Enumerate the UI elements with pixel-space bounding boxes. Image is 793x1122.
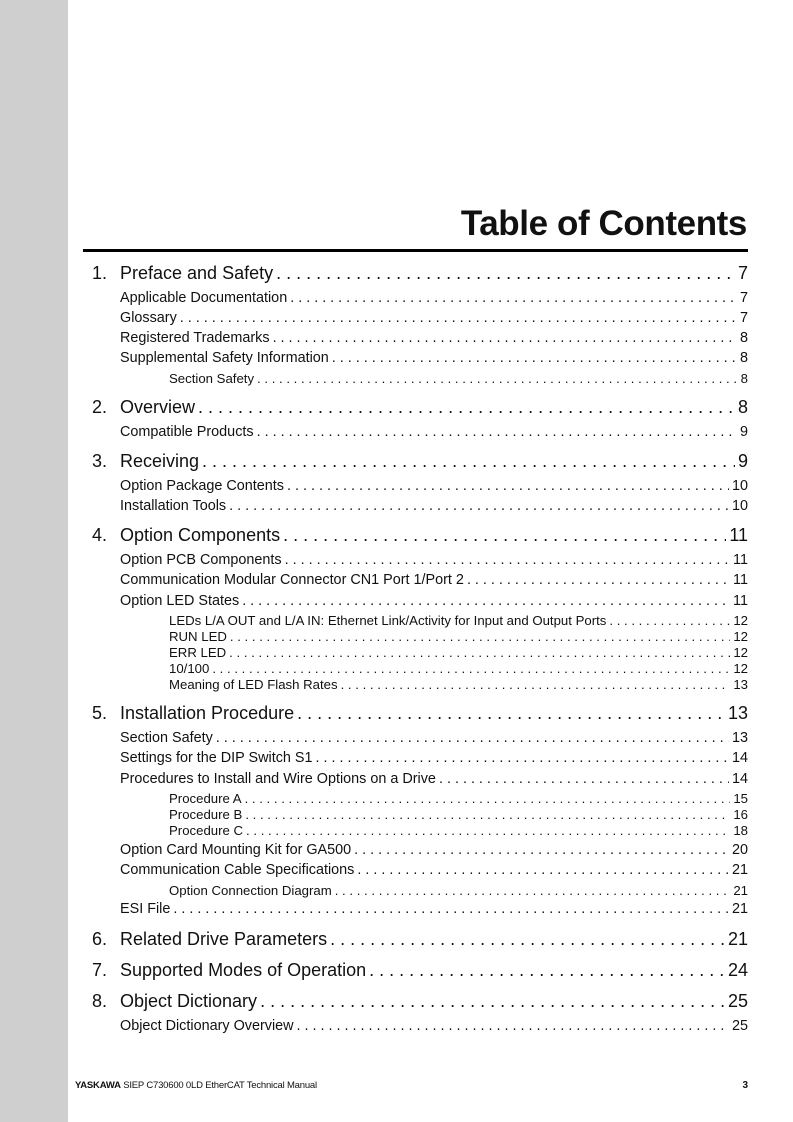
toc-page-number: 9 (737, 451, 748, 471)
toc-page-number: 9 (739, 424, 748, 440)
footer-doc-title: SIEP C730600 0LD EtherCAT Technical Manual (123, 1080, 317, 1091)
toc-page-number: 21 (731, 862, 748, 878)
toc-dot-leader (357, 862, 729, 878)
toc-page-number: 25 (731, 1018, 748, 1034)
toc-chapter-title: Preface and Safety (120, 263, 274, 283)
toc-subsection-title: Procedure A (169, 791, 242, 806)
toc-subsection-title: ERR LED (169, 645, 227, 660)
toc-chapter-4[interactable] (92, 525, 748, 549)
toc-dot-leader (439, 771, 729, 787)
toc-page-number: 12 (733, 645, 748, 660)
toc-section-communication-connector[interactable] (120, 572, 748, 592)
toc-section-title: Option LED States (120, 593, 240, 609)
toc-page-number: 8 (739, 330, 748, 346)
toc-chapter-number: 5. (92, 703, 108, 723)
toc-page-number: 13 (733, 677, 748, 692)
toc-section-section-safety[interactable] (120, 730, 748, 750)
toc-chapter-title: Related Drive Parameters (120, 929, 328, 949)
toc-dot-leader (609, 613, 730, 628)
toc-subsection-title: RUN LED (169, 629, 227, 644)
toc-subsection-title: Procedure C (169, 823, 244, 838)
toc-section-title: ESI File (120, 901, 171, 917)
toc-page-number: 14 (731, 750, 748, 766)
toc-dot-leader (467, 572, 730, 588)
toc-section-registered-trademarks[interactable] (120, 330, 748, 350)
toc-dot-leader (297, 703, 725, 724)
toc-chapter-7[interactable] (92, 960, 748, 984)
toc-chapter-1[interactable] (92, 263, 748, 287)
toc-section-title: Applicable Documentation (120, 290, 288, 306)
toc-chapter-title: Overview (120, 397, 196, 417)
toc-section-cable-specifications[interactable] (120, 862, 748, 882)
toc-page-number: 7 (737, 263, 748, 283)
toc-section-option-led-states[interactable] (120, 593, 748, 613)
toc-dot-leader (290, 290, 737, 306)
toc-subsection-title: Meaning of LED Flash Rates (169, 677, 338, 692)
toc-subsection-connection-diagram[interactable] (169, 883, 748, 899)
toc-dot-leader (202, 451, 735, 472)
toc-dot-leader (229, 645, 730, 660)
title-rule (83, 249, 748, 252)
footer-brand: YASKAWA (75, 1080, 121, 1091)
toc-section-title: Glossary (120, 310, 177, 326)
toc-dot-leader (260, 991, 725, 1012)
toc-dot-leader (246, 823, 730, 838)
toc-page-number: 12 (733, 613, 748, 628)
toc-section-esi-file[interactable] (120, 901, 748, 921)
toc-section-title: Option Card Mounting Kit for GA500 (120, 842, 352, 858)
toc-subsection-procedure-c[interactable] (169, 823, 748, 839)
toc-dot-leader (245, 791, 731, 806)
footer-page-number: 3 (742, 1080, 748, 1091)
toc-page-number: 25 (727, 991, 748, 1011)
toc-section-glossary[interactable] (120, 310, 748, 330)
toc-page-number: 14 (731, 771, 748, 787)
toc-subsection-led-flash-rates[interactable] (169, 677, 748, 693)
toc-subsection-title: LEDs L/A OUT and L/A IN: Ethernet Link/Activity for Input and Output Ports (169, 613, 607, 628)
toc-chapter-number: 1. (92, 263, 108, 283)
toc-section-title: Compatible Products (120, 424, 254, 440)
toc-section-option-pcb-components[interactable] (120, 552, 748, 572)
toc-page-number: 21 (731, 901, 748, 917)
toc-dot-leader (297, 1018, 729, 1034)
toc-page-number: 10 (731, 478, 748, 494)
toc-page-number: 16 (733, 807, 748, 822)
toc-page-number: 7 (739, 290, 748, 306)
toc-subsection-procedure-a[interactable] (169, 791, 748, 807)
toc-dot-leader (369, 960, 725, 981)
toc-page-number: 24 (727, 960, 748, 980)
toc-dot-leader (285, 552, 730, 568)
toc-chapter-title: Option Components (120, 525, 281, 545)
toc-page-number: 11 (733, 552, 748, 568)
toc-chapter-2[interactable] (92, 397, 748, 421)
toc-section-title: Communication Cable Specifications (120, 862, 355, 878)
toc-section-option-package-contents[interactable] (120, 478, 748, 498)
footer-document-title (75, 1080, 317, 1091)
toc-section-dip-switch[interactable] (120, 750, 748, 770)
toc-chapter-number: 7. (92, 960, 108, 980)
toc-page-number: 21 (727, 929, 748, 949)
toc-chapter-number: 4. (92, 525, 108, 545)
toc-chapter-title: Installation Procedure (120, 703, 295, 723)
toc-page-number: 12 (733, 661, 748, 676)
toc-chapter-title: Receiving (120, 451, 200, 471)
toc-chapter-3[interactable] (92, 451, 748, 475)
toc-chapter-title: Object Dictionary (120, 991, 258, 1011)
toc-page-number: 21 (733, 883, 748, 898)
toc-section-title: Registered Trademarks (120, 330, 270, 346)
toc-chapter-5[interactable] (92, 703, 748, 727)
toc-page-number: 20 (731, 842, 748, 858)
toc-section-title: Communication Modular Connector CN1 Port 1/Port 2 (120, 572, 464, 588)
toc-dot-leader (180, 310, 737, 326)
toc-dot-leader (287, 478, 729, 494)
toc-section-installation-tools[interactable] (120, 498, 748, 518)
toc-section-title: Section Safety (120, 730, 213, 746)
toc-subsection-title: Procedure B (169, 807, 243, 822)
toc-subsection-procedure-b[interactable] (169, 807, 748, 823)
toc-chapter-6[interactable] (92, 929, 748, 953)
side-margin-band (0, 0, 68, 1122)
toc-dot-leader (330, 929, 725, 950)
toc-dot-leader (257, 371, 738, 386)
toc-section-title: Supplemental Safety Information (120, 350, 329, 366)
toc-dot-leader (216, 730, 729, 746)
page-title: Table of Contents (460, 204, 747, 243)
toc-chapter-8[interactable] (92, 991, 748, 1015)
toc-subsection-err-led[interactable] (169, 645, 748, 661)
toc-page-number: 13 (727, 703, 748, 723)
toc-section-compatible-products[interactable] (120, 424, 748, 444)
toc-page-number: 11 (733, 572, 748, 588)
toc-page-number: 15 (733, 791, 748, 806)
toc-dot-leader (230, 629, 730, 644)
toc-subsection-title: Option Connection Diagram (169, 883, 332, 898)
toc-dot-leader (245, 807, 730, 822)
toc-dot-leader (229, 498, 729, 514)
toc-chapter-title: Supported Modes of Operation (120, 960, 367, 980)
toc-section-title: Installation Tools (120, 498, 227, 514)
toc-dot-leader (173, 901, 729, 917)
toc-page-number: 8 (740, 371, 748, 386)
toc-dot-leader (316, 750, 729, 766)
toc-chapter-number: 2. (92, 397, 108, 417)
toc-section-title: Option Package Contents (120, 478, 284, 494)
toc-section-object-dictionary-overview[interactable] (120, 1018, 748, 1038)
toc-page-number: 13 (731, 730, 748, 746)
toc-section-title: Option PCB Components (120, 552, 282, 568)
toc-page-number: 8 (737, 397, 748, 417)
toc-page-number: 18 (733, 823, 748, 838)
toc-chapter-number: 6. (92, 929, 108, 949)
toc-section-mounting-kit[interactable] (120, 842, 748, 862)
toc-page-number: 11 (729, 525, 748, 545)
toc-dot-leader (332, 350, 737, 366)
toc-page-number: 11 (733, 593, 748, 609)
toc-chapter-number: 3. (92, 451, 108, 471)
toc-subsection-10-100[interactable] (169, 661, 748, 677)
toc-subsection-title: Section Safety (169, 371, 255, 386)
toc-section-applicable-documentation[interactable] (120, 290, 748, 310)
toc-section-title: Object Dictionary Overview (120, 1018, 294, 1034)
toc-dot-leader (276, 263, 735, 284)
toc-dot-leader (257, 424, 737, 440)
toc-dot-leader (212, 661, 730, 676)
toc-dot-leader (354, 842, 729, 858)
toc-dot-leader (341, 677, 731, 692)
toc-section-title: Settings for the DIP Switch S1 (120, 750, 313, 766)
toc-section-title: Procedures to Install and Wire Options on a Drive (120, 771, 436, 787)
toc-dot-leader (283, 525, 726, 546)
toc-chapter-number: 8. (92, 991, 108, 1011)
toc-page-number: 7 (739, 310, 748, 326)
toc-subsection-title: 10/100 (169, 661, 210, 676)
toc-dot-leader (198, 397, 735, 418)
toc-dot-leader (242, 593, 730, 609)
toc-page-number: 8 (739, 350, 748, 366)
toc-page-number: 10 (731, 498, 748, 514)
toc-dot-leader (273, 330, 737, 346)
toc-section-supplemental-safety[interactable] (120, 350, 748, 370)
toc-subsection-leds-la[interactable] (169, 613, 748, 629)
toc-subsection-section-safety[interactable] (169, 371, 748, 387)
toc-page-number: 12 (733, 629, 748, 644)
toc-dot-leader (335, 883, 731, 898)
toc-section-install-procedures[interactable] (120, 771, 748, 791)
toc-subsection-run-led[interactable] (169, 629, 748, 645)
